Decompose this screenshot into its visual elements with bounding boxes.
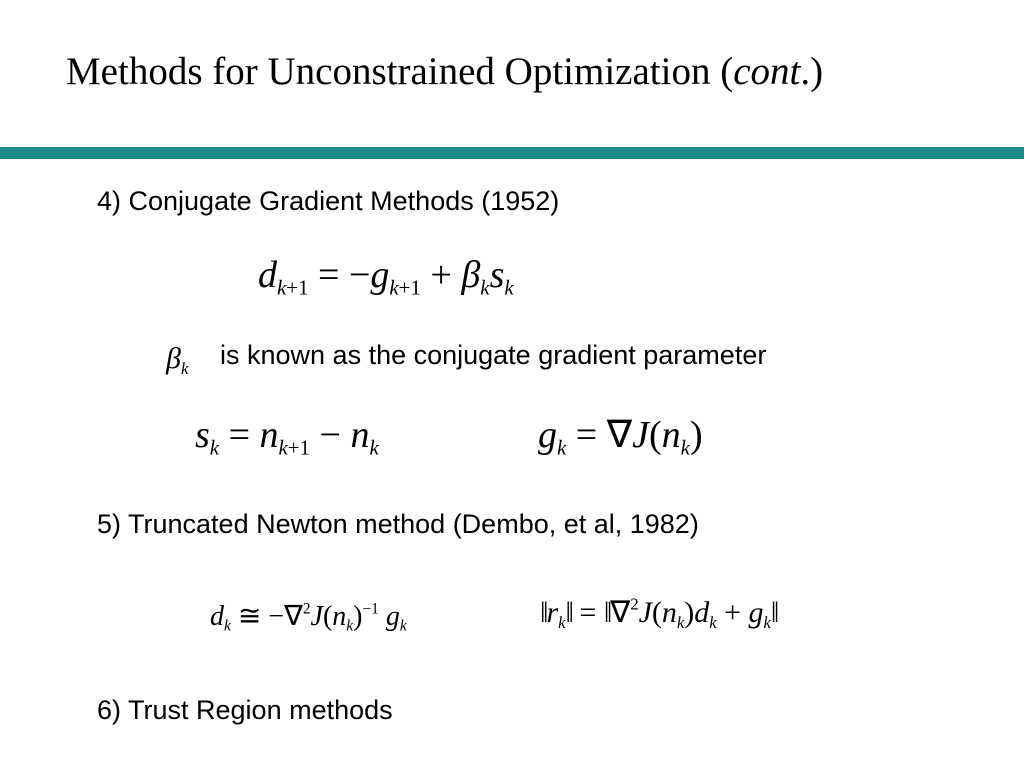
- cg-heading: 4) Conjugate Gradient Methods (1952): [97, 186, 560, 216]
- tn-heading: 5) Truncated Newton method (Dembo, et al, 1982): [97, 509, 699, 539]
- g-definition-equation: $g_k = \nabla J(n_k)$: [538, 414, 703, 460]
- tn-residual-equation: $‖r_k‖$ = $‖\nabla^2J(n_k)d_k$ + $g_k‖$: [540, 594, 778, 632]
- tr-heading: 6) Trust Region methods: [97, 695, 393, 725]
- tn-direction-equation: $d_k$ ≅ $-\nabla^2J(n_k)^{-1}$ $g_k$: [210, 600, 407, 635]
- slide-title: Methods for Unconstrained Optimization (cont.): [66, 50, 824, 93]
- title-divider: [0, 147, 1024, 159]
- beta-symbol: $\beta_k$: [166, 342, 189, 378]
- cg-direction-equation: $d_{k+1} = -g_{k+1} + \beta_ks_k$: [258, 254, 514, 300]
- s-definition-equation: $s_k = n_{k+1} - n_k$: [195, 414, 379, 460]
- beta-description: is known as the conjugate gradient parameter: [220, 340, 767, 370]
